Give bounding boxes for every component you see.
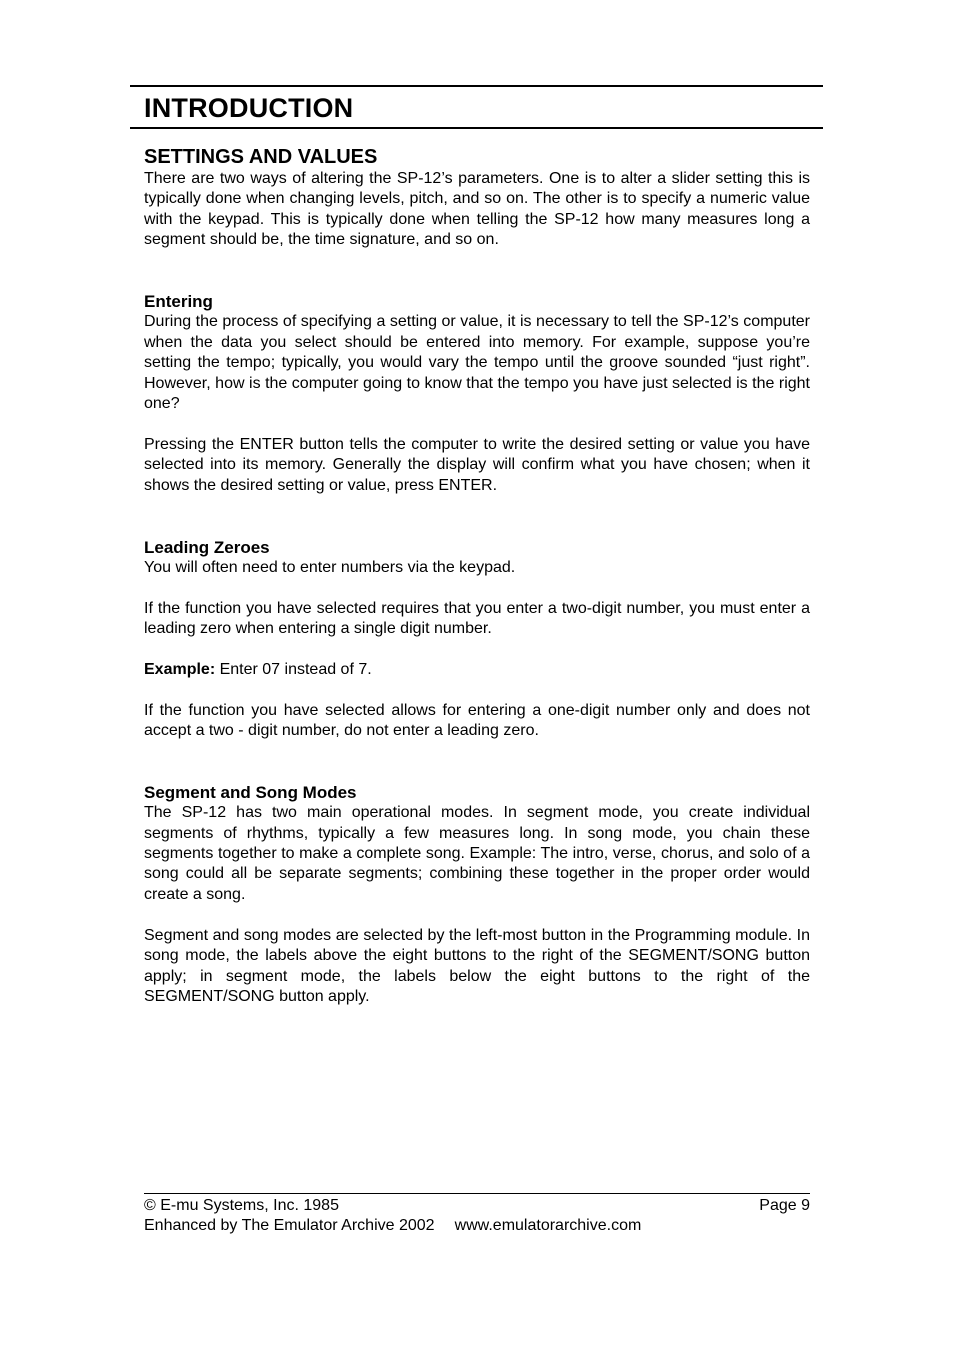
page-title: INTRODUCTION [144, 93, 354, 123]
copyright-text: © E-mu Systems, Inc. 1985 [144, 1197, 339, 1214]
leading-zeroes-heading: Leading Zeroes [144, 537, 270, 557]
footer-row-1 [144, 1196, 810, 1216]
footer-credits [144, 1216, 641, 1236]
spacer [144, 578, 810, 598]
footer-row-2 [144, 1216, 810, 1236]
page-number: Page 9 [759, 1197, 810, 1214]
modes-paragraph-2: Segment and song modes are selected by the left-most button in the Programming module. In song mode, the labels above the eight buttons to the right of the SEGMENT/SONG button apply; in segment mode, the labels below the eight buttons to the right of the SEGMENT/SONG button apply. [144, 926, 810, 1005]
modes-heading: Segment and Song Modes [144, 783, 357, 803]
example-line [144, 660, 810, 680]
spacer [144, 251, 810, 292]
website-text: www.emulatorarchive.com [454, 1217, 642, 1235]
entering-paragraph-2: Pressing the ENTER button tells the computer to write the desired setting or value you have selected into its memory. Generally the display will confirm what you have chosen; when it shows the desired setting or value, press ENTER. [144, 435, 810, 494]
section-intro-paragraph: There are two ways of altering the SP-12’s parameters. One is to alter a slider setting this is typically done when changing levels, pitch, and so on. The other is to specify a numeric value with the keypad. This is typically done when telling the SP-12 how many measures long a segment should be, the time signature, and so on. [144, 170, 810, 249]
spacer [144, 639, 810, 659]
page-content [144, 145, 810, 1007]
spacer [144, 741, 810, 782]
leading-zeroes-paragraph-3: If the function you have selected allows for entering a one-digit number only and does not accept a two - digit number, do not enter a leading zero. [144, 701, 810, 740]
spacer [144, 414, 810, 434]
page-footer [144, 1193, 810, 1237]
page-header [130, 85, 823, 129]
section-title: SETTINGS AND VALUES [144, 146, 378, 168]
modes-paragraph-1: The SP-12 has two main operational modes. In segment mode, you create individual segments of rhythms, typically a few measures long. In song mode, you chain these segments together to make a complete song. Example: The intro, verse, chorus, and solo of a song could all be separate segments; combining these together in the proper order would create a song. [144, 804, 810, 903]
spacer [144, 496, 810, 537]
leading-zeroes-paragraph-2: If the function you have selected requires that you enter a two-digit number, you must enter a leading zero when entering a single digit number. [144, 599, 810, 638]
entering-heading: Entering [144, 292, 213, 312]
spacer [144, 680, 810, 700]
example-text: Enter 07 instead of 7. [215, 660, 372, 678]
example-label: Example: [144, 660, 216, 678]
entering-paragraph-1: During the process of specifying a setting or value, it is necessary to tell the SP-12’s computer when the data you select should be entered into memory. For example, suppose you’re setting the tempo; typically, you would vary the tempo until the groove sounded “just right”. However, how is the computer going to know that the tempo you have just selected is the right one? [144, 313, 810, 413]
enhanced-by-text: Enhanced by The Emulator Archive 2002 [144, 1217, 435, 1235]
leading-zeroes-paragraph-1: You will often need to enter numbers via the keypad. [144, 558, 516, 576]
spacer [144, 905, 810, 925]
